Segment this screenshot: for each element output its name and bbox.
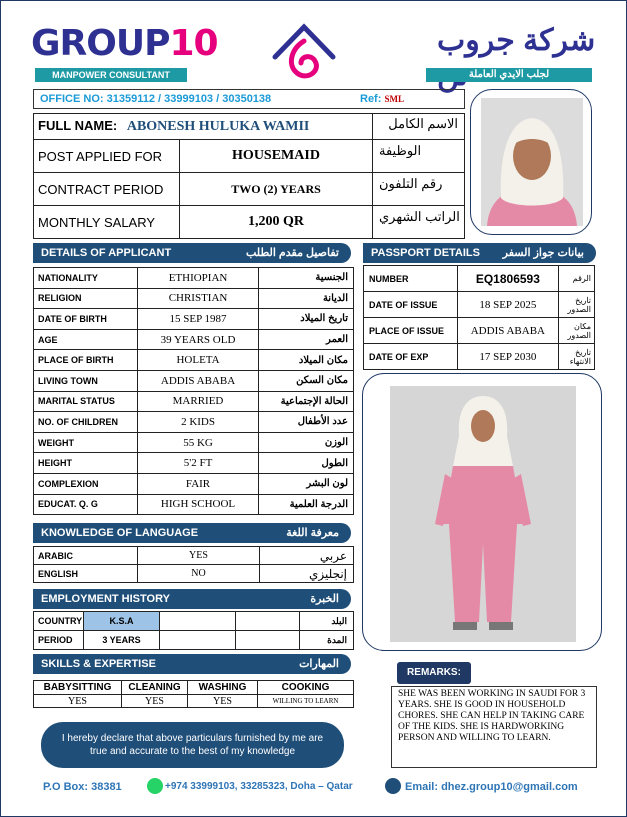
passport-value: EQ1806593 [458,266,559,292]
details-ar: الحالة الإجتماعية [259,391,354,412]
employment-country-value: K.S.A [84,612,160,631]
details-value: 15 SEP 1987 [137,309,259,330]
details-ar: الديانة [259,288,354,309]
contract-label: CONTRACT PERIOD [34,173,180,206]
details-ar: العمر [259,329,354,350]
details-header: DETAILS OF APPLICANT تفاصيل مقدم الطلب [33,243,351,263]
passport-label: DATE OF ISSUE [364,292,458,318]
skills-table [33,680,354,708]
passport-row [364,292,595,318]
office-numbers [33,89,465,109]
details-label: EDUCAT. Q. G [34,494,138,515]
passport-label: PLACE OF ISSUE [364,318,458,344]
details-label: NATIONALITY [34,268,138,289]
remarks-text: SHE WAS BEEN WORKING IN SAUDI FOR 3 YEARS. SHE IS GOOD IN HOUSEHOLD CHORES. SHE CAN HELP IN TAKING CARE OF THE KIDS. SHE IS HARDWORKING PERSON AND WILLING TO LEARN. [391,686,597,768]
full-name-label: FULL NAME: [38,118,118,133]
post-label: POST APPLIED FOR [34,140,180,173]
details-label: NO. OF CHILDREN [34,412,138,433]
details-row [34,288,354,309]
skills-names-row: BABYSITTING CLEANING WASHING COOKING [34,681,354,695]
passport-value: ADDIS ABABA [458,318,559,344]
portrait-image-icon [471,90,592,235]
details-ar: الوزن [259,432,354,453]
details-ar: مكان الميلاد [259,350,354,371]
details-ar: الطول [259,453,354,474]
details-row [34,268,354,289]
passport-row [364,318,595,344]
passport-label: DATE OF EXP [364,344,458,370]
details-value: 5'2 FT [137,453,259,474]
email-address: Email: dhez.group10@gmail.com [405,781,578,793]
employment-header: EMPLOYMENT HISTORY الخبرة [33,589,351,609]
phone-numbers: +974 33999103, 33285323, Doha – Qatar [165,781,353,792]
portrait-photo [470,89,592,235]
skills-header: SKILLS & EXPERTISE المهارات [33,654,351,674]
details-label: AGE [34,329,138,350]
details-ar: لون البشر [259,473,354,494]
salary-row [34,206,465,239]
details-value: ADDIS ABABA [137,370,259,391]
language-table [33,546,354,583]
details-label: DATE OF BIRTH [34,309,138,330]
details-value: HOLETA [137,350,259,371]
details-value: CHRISTIAN [137,288,259,309]
passport-ar: تاريخ الصدور [558,292,594,318]
tagline-en: MANPOWER CONSULTANT [35,68,187,82]
salary-label: MONTHLY SALARY [34,206,180,239]
brand-arabic: شركة جروب [437,24,596,57]
details-row [34,432,354,453]
full-body-image-icon [363,374,602,651]
details-label: RELIGION [34,288,138,309]
details-row [34,329,354,350]
skills-values-row: YES YES YES WILLING TO LEARN [34,695,354,708]
details-ar: الجنسية [259,268,354,289]
details-label: HEIGHT [34,453,138,474]
details-value: FAIR [137,473,259,494]
employment-row-period: PERIOD 3 YEARS المدة [34,631,354,650]
details-label: MARITAL STATUS [34,391,138,412]
details-ar: الدرجة العلمية [259,494,354,515]
details-value: ETHIOPIAN [137,268,259,289]
details-ar: عدد الأطفال [259,412,354,433]
ref-code: Ref: SML [360,93,404,105]
passport-label: NUMBER [364,266,458,292]
details-label: LIVING TOWN [34,370,138,391]
details-value: MARRIED [137,391,259,412]
main-info-table [33,113,465,239]
post-row [34,140,465,173]
full-name-row [34,114,465,140]
email-icon [385,778,401,794]
language-row-arabic: ARABIC YES عربي [34,547,354,565]
remarks-title: REMARKS: [397,662,471,684]
details-row [34,370,354,391]
details-row [34,391,354,412]
passport-value: 17 SEP 2030 [458,344,559,370]
details-row [34,309,354,330]
language-header: KNOWLEDGE OF LANGUAGE معرفة اللغة [33,523,351,543]
full-name-value: ABONESH HULUKA WAMII [126,119,310,134]
post-ar: الوظيفة [373,140,465,173]
post-value: HOUSEMAID [180,140,373,173]
details-value: 2 KIDS [137,412,259,433]
passport-ar: مكان الصدور [558,318,594,344]
declaration-box: I hereby declare that above particulars furnished by me are true and accurate to the best of my knowledge [41,722,344,768]
details-row [34,350,354,371]
language-row-english: ENGLISH NO إنجليزي [34,565,354,583]
details-value: HIGH SCHOOL [137,494,259,515]
brand-logo-text: GROUP10 [31,23,218,64]
contract-ar: رقم التلفون [373,173,465,206]
details-ar: تاريخ الميلاد [259,309,354,330]
details-row [34,494,354,515]
full-body-photo [362,373,602,651]
employment-row-country: COUNTRY K.S.A البلد [34,612,354,631]
whatsapp-icon [147,778,163,794]
salary-ar: الراتب الشهري [373,206,465,239]
employment-period-value: 3 YEARS [84,631,160,650]
details-label: PLACE OF BIRTH [34,350,138,371]
details-row [34,412,354,433]
details-row [34,453,354,474]
contract-row [34,173,465,206]
tagline-ar: لجلب الايدي العاملة [426,68,592,82]
details-table [33,267,354,515]
full-name-ar: الاسم الكامل [373,114,465,140]
company-logo-icon [271,21,337,83]
passport-value: 18 SEP 2025 [458,292,559,318]
passport-ar: تاريخ الانتهاء [558,344,594,370]
details-label: COMPLEXION [34,473,138,494]
passport-row [364,344,595,370]
passport-ar: الرقم [558,266,594,292]
details-value: 55 KG [137,432,259,453]
salary-value: 1,200 QR [180,206,373,239]
details-value: 39 YEARS OLD [137,329,259,350]
details-row [34,473,354,494]
passport-table [363,265,595,370]
office-label: OFFICE NO: 31359112 / 33999103 / 30350138 [40,93,272,105]
contract-value: TWO (2) YEARS [180,173,373,206]
details-ar: مكان السكن [259,370,354,391]
passport-row [364,266,595,292]
passport-header: PASSPORT DETAILS بيانات جواز السفر [363,243,596,263]
employment-table [33,611,354,650]
details-label: WEIGHT [34,432,138,453]
po-box: P.O Box: 38381 [43,781,122,793]
